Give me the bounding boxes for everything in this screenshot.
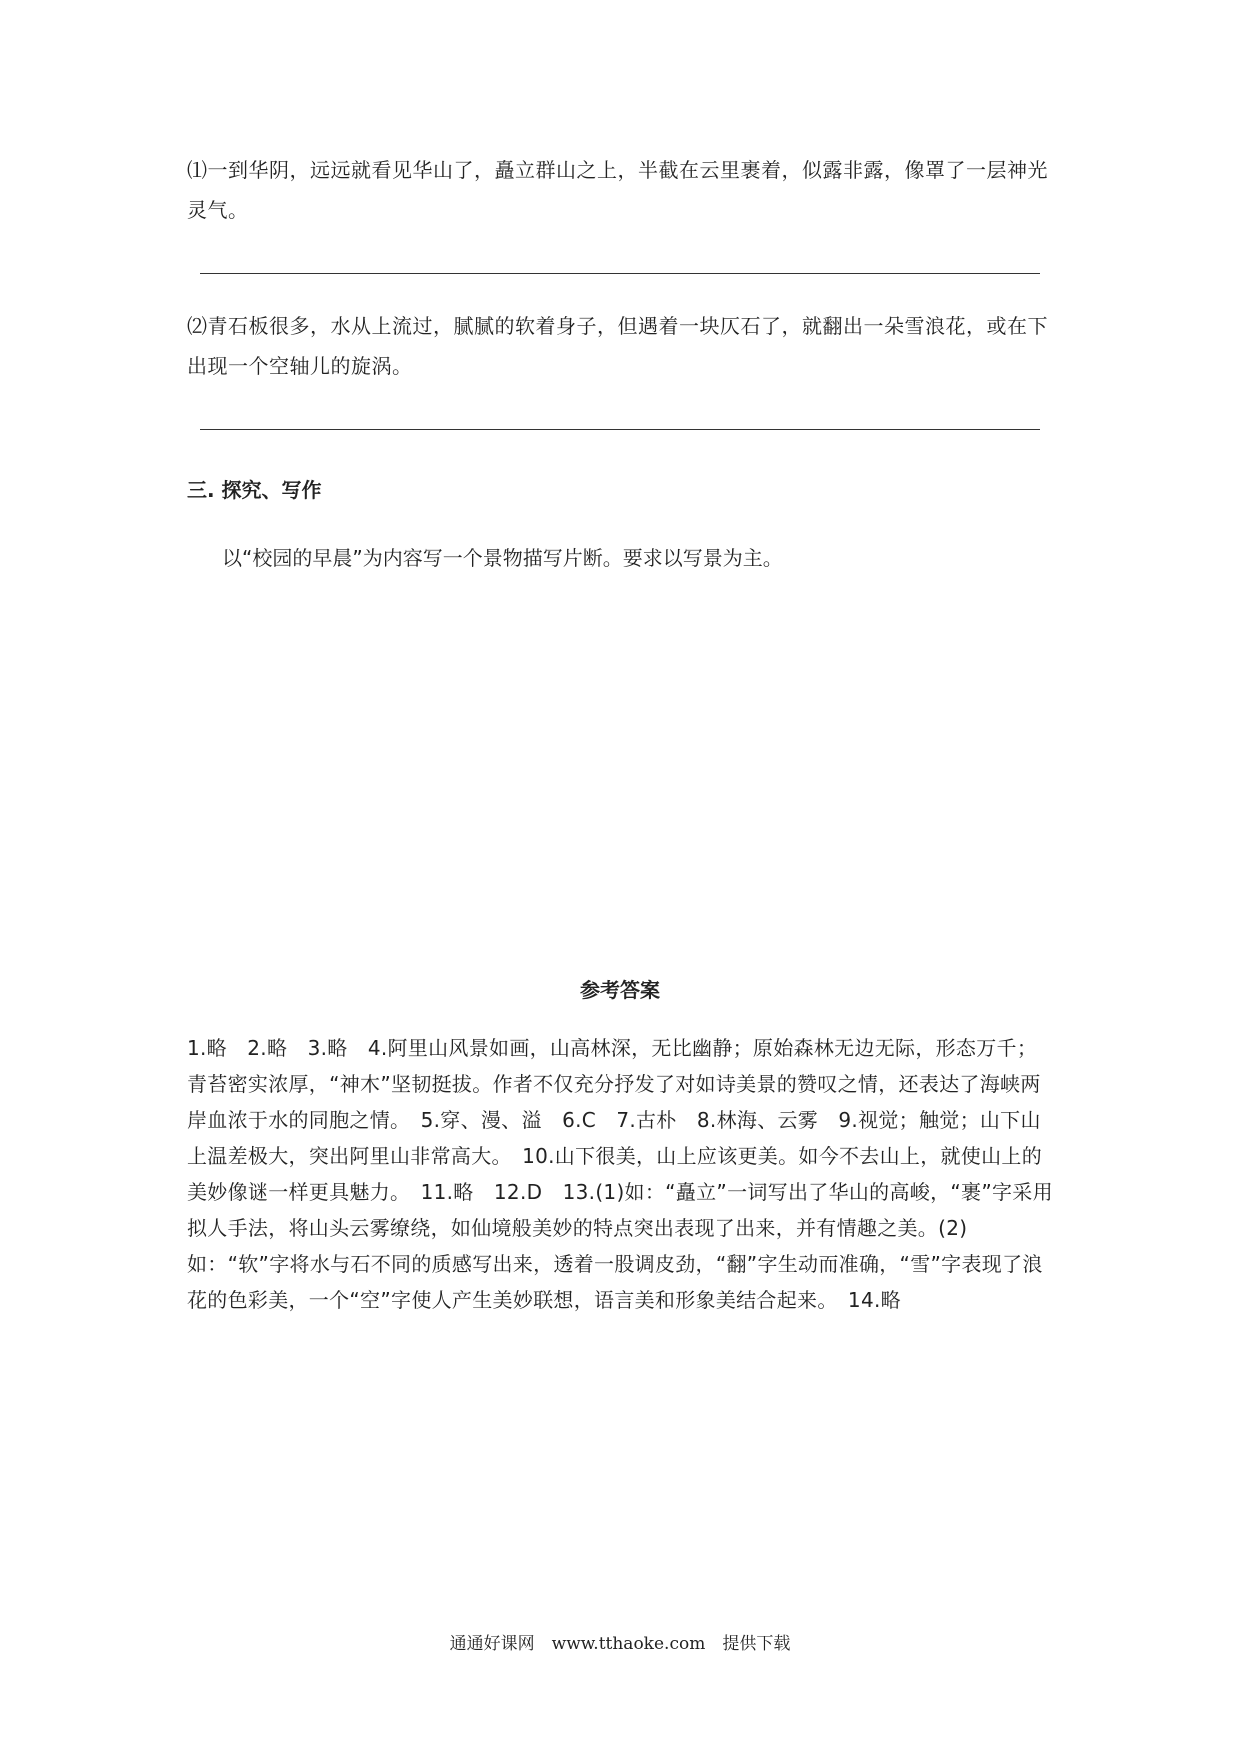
answer-line-q2: [200, 429, 1040, 430]
page-footer: 通通好课网 www.tthaoke.com 提供下载: [449, 1634, 791, 1654]
answers-title: 参考答案: [580, 978, 660, 1002]
answers-body: 1.略 2.略 3.略 4.阿里山风景如画，山高林深，无比幽静；原始森林无边无际，形态万千；青苔密实浓厚，“神木”坚韧挺拔。作者不仅充分抒发了对如诗美景的赞叹之情，还表达了海峡两岸血浓于水的同胞之情。 5.穿、漫、溢 6.C 7.古朴 8.林海、云雾 9.视觉；触觉；山下山上温差极大，突出阿里山非常高大。 10.山下很美，山上应该更美。如今不去山上，就使山上的美妙像谜一样更具魅力。 11.略 12.D 13.(1)如：“矗立”一词写出了华山的高峻，“裹”字采用拟人手法，将山头云雾缭绕，如仙境般美妙的特点突出表现了出来，并有情趣之美。(2)如：“软”字将水与石不同的质感写出来，透着一股调皮劲，“翻”字生动而准确，“雪”字表现了浪花的色彩美，一个“空”字使人产生美妙联想，语言美和形象美结合起来。 14.略: [187, 1036, 1053, 1312]
writing-prompt: 以“校园的早晨”为内容写一个景物描写片断。要求以写景为主。: [222, 546, 783, 570]
answer-line-q1: [200, 273, 1040, 274]
section3-heading: 三. 探究、写作: [187, 478, 322, 502]
exercise-q1-text: ⑴一到华阴，远远就看见华山了，矗立群山之上，半截在云里裹着，似露非露，像罩了一层神光灵气。: [187, 158, 1048, 222]
exercise-q2-text: ⑵青石板很多，水从上流过，腻腻的软着身子，但遇着一块仄石了，就翻出一朵雪浪花，或在下出现一个空轴儿的旋涡。: [187, 314, 1048, 378]
